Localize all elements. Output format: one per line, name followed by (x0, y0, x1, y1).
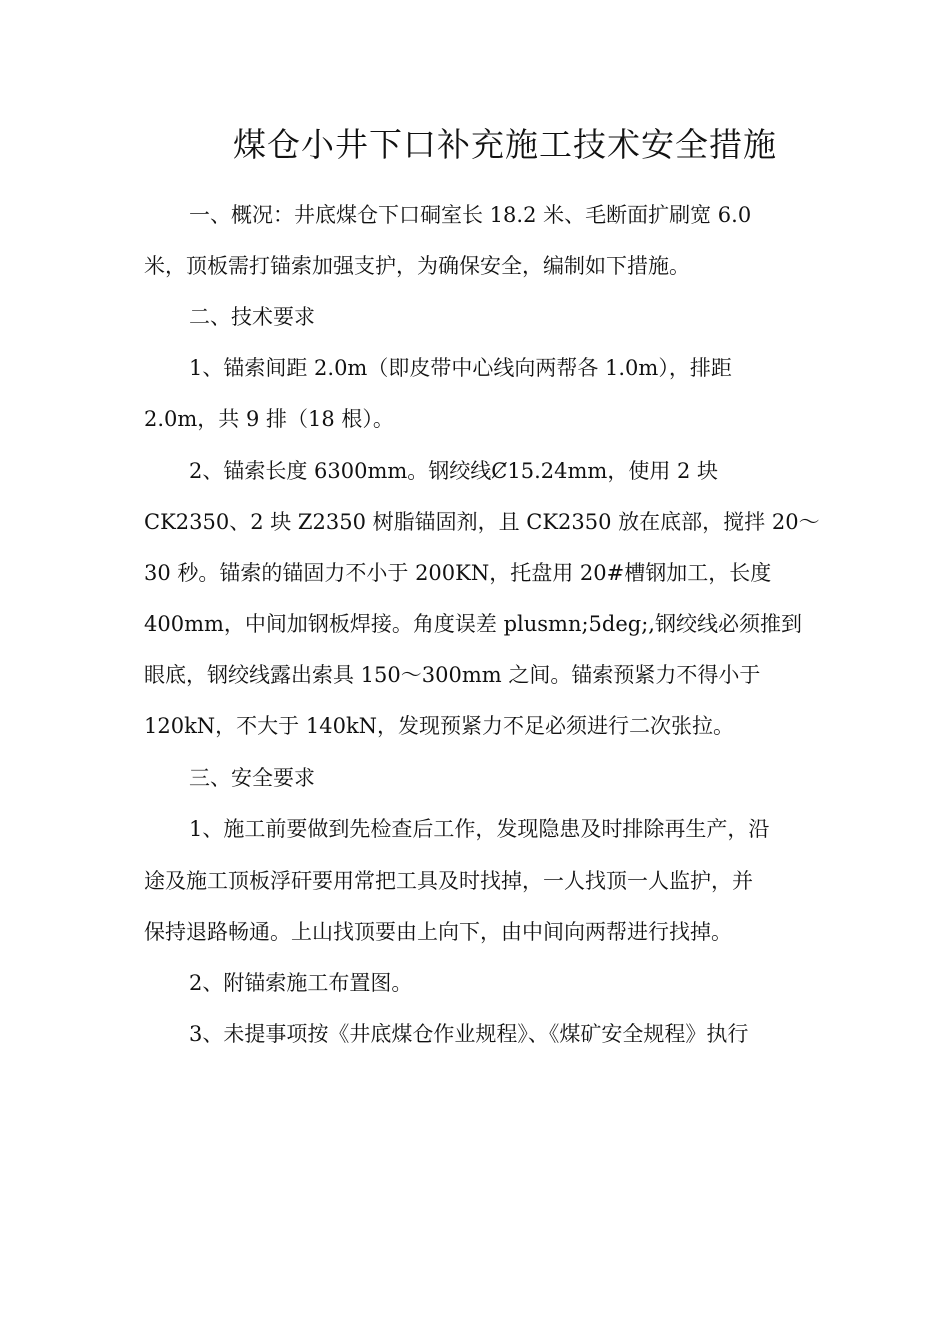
paragraph-line: 一、概况：井底煤仓下口硐室长 18.2 米、毛断面扩刷宽 6.0 (189, 203, 752, 227)
paragraph-line: 3、未提事项按《井底煤仓作业规程》、《煤矿安全规程》执行 (189, 1022, 749, 1046)
paragraph-line: 2、锚索长度 6300mm。钢绞线Ȼ15.24mm，使用 2 块 (189, 459, 719, 483)
paragraph-line: 途及施工顶板浮矸要用常把工具及时找掉，一人找顶一人监护，并 (144, 869, 753, 893)
section-heading: 三、安全要求 (189, 766, 315, 790)
paragraph-line: 2.0m，共 9 排（18 根）。 (144, 407, 394, 431)
paragraph-line: 400mm，中间加钢板焊接。角度误差 plusmn;5deg;,钢绞线必须推到 (144, 612, 802, 636)
section-heading: 二、技术要求 (189, 305, 315, 329)
paragraph-line: 30 秒。锚索的锚固力不小于 200KN，托盘用 20#槽钢加工，长度 (144, 561, 772, 585)
paragraph-line: 米，顶板需打锚索加强支护，为确保安全，编制如下措施。 (144, 254, 690, 278)
paragraph-line: 眼底，钢绞线露出索具 150～300mm 之间。锚索预紧力不得小于 (144, 663, 761, 687)
paragraph-line: 2、附锚索施工布置图。 (189, 971, 413, 995)
paragraph-line: 120kN，不大于 140kN，发现预紧力不足必须进行二次张拉。 (144, 714, 735, 738)
paragraph-line: 1、锚索间距 2.0m（即皮带中心线向两帮各 1.0m），排距 (189, 356, 732, 380)
document-title: 煤仓小井下口补充施工技术安全措施 (233, 125, 777, 164)
paragraph-line: 保持退路畅通。上山找顶要由上向下，由中间向两帮进行找掉。 (144, 920, 732, 944)
paragraph-line: 1、施工前要做到先检查后工作，发现隐患及时排除再生产，沿 (189, 817, 770, 841)
paragraph-line: CK2350、2 块 Z2350 树脂锚固剂，且 CK2350 放在底部，搅拌 20～ (144, 510, 820, 534)
